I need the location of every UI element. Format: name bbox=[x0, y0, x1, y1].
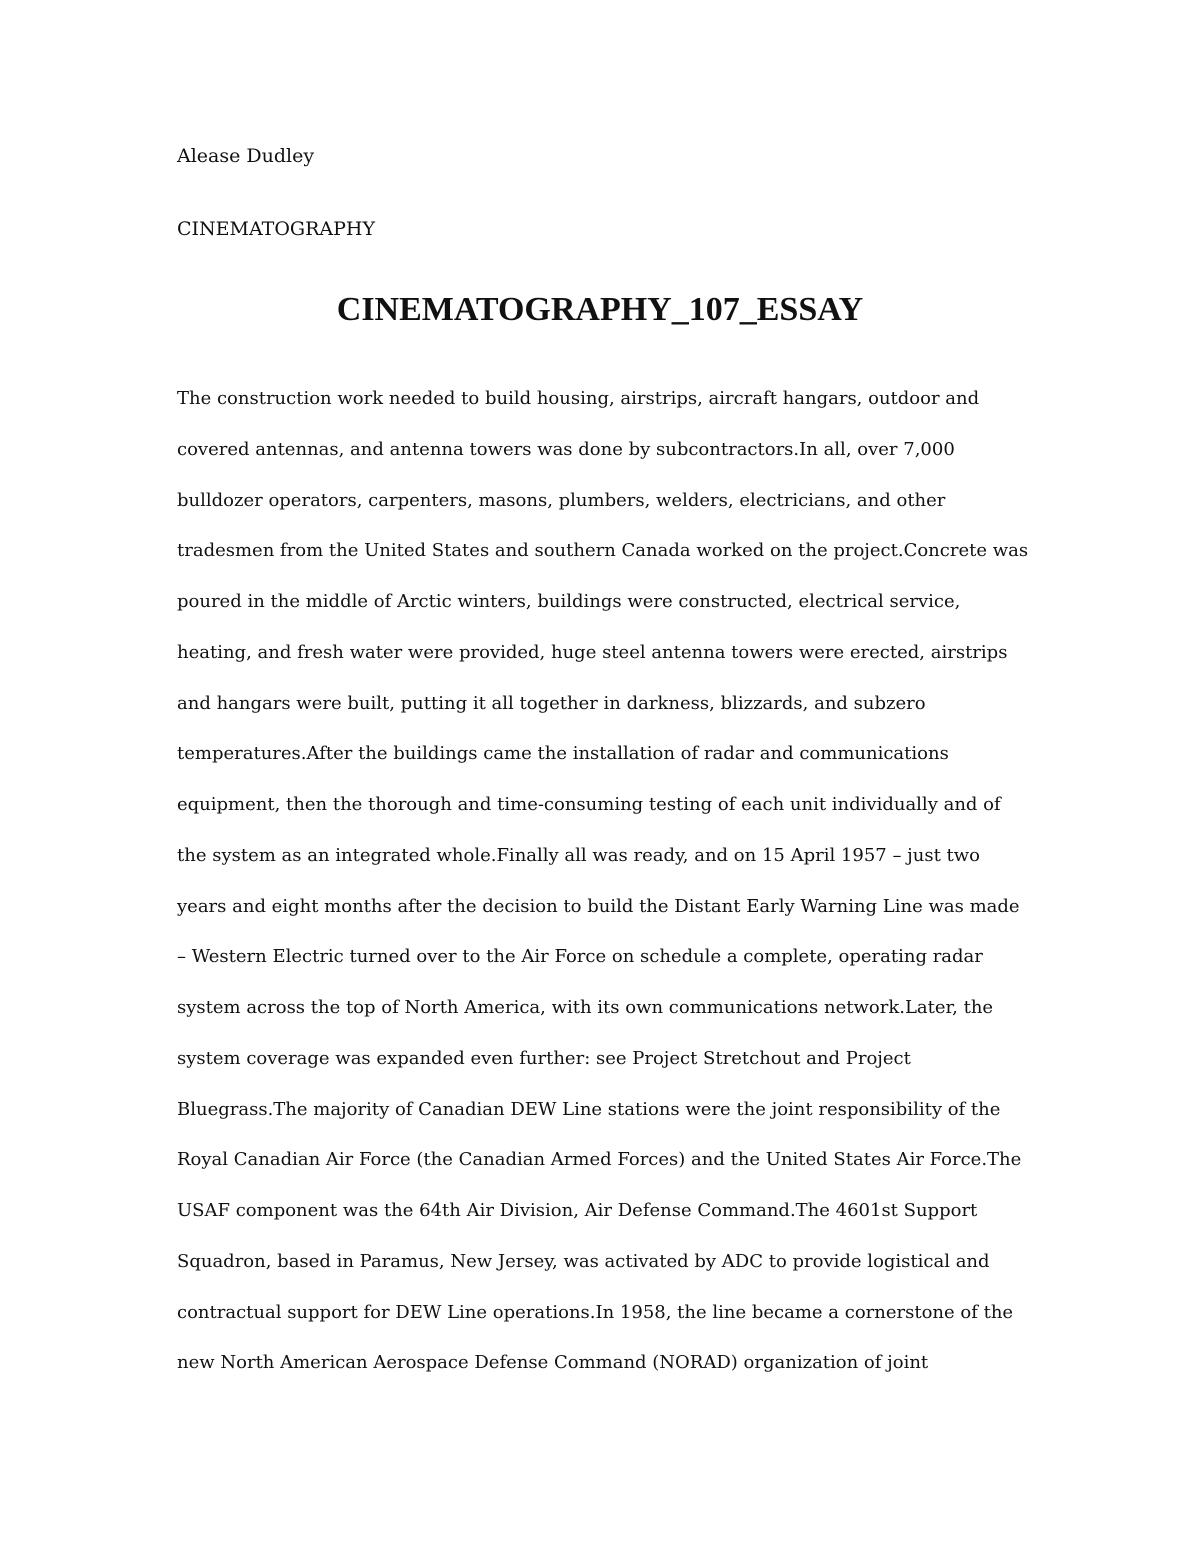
body-line: tradesmen from the United States and southern Canada worked on the project.Concrete was bbox=[177, 540, 1029, 562]
body-line: new North American Aerospace Defense Command (NORAD) organization of joint bbox=[177, 1352, 929, 1374]
essay-title: CINEMATOGRAPHY_107_ESSAY bbox=[336, 291, 864, 328]
author-name: Alease Dudley bbox=[177, 145, 315, 167]
body-line: USAF component was the 64th Air Division, Air Defense Command.The 4601st Support bbox=[177, 1200, 978, 1221]
body-line: Squadron, based in Paramus, New Jersey, was activated by ADC to provide logistical and bbox=[177, 1250, 990, 1272]
body-line: bulldozer operators, carpenters, masons, plumbers, welders, electricians, and other bbox=[177, 489, 946, 511]
body-line: The construction work needed to build housing, airstrips, aircraft hangars, outdoor and bbox=[177, 388, 980, 409]
body-line: – Western Electric turned over to the Air Force on schedule a complete, operating radar bbox=[177, 946, 983, 968]
body-line: system across the top of North America, with its own communications network.Later, the bbox=[177, 997, 994, 1018]
body-line: Bluegrass.The majority of Canadian DEW Line stations were the joint responsibility of the bbox=[177, 1098, 1001, 1120]
body-line: system coverage was expanded even further: see Project Stretchout and Project bbox=[177, 1047, 911, 1069]
body-line: the system as an integrated whole.Finally all was ready, and on 15 April 1957 – just two bbox=[177, 844, 981, 866]
body-line: equipment, then the thorough and time-consuming testing of each unit individually and of bbox=[177, 794, 1001, 815]
body-line: temperatures.After the buildings came the installation of radar and communications bbox=[177, 743, 949, 765]
course-name: CINEMATOGRAPHY bbox=[177, 218, 376, 240]
body-line: covered antennas, and antenna towers was done by subcontractors.In all, over 7,000 bbox=[177, 438, 955, 460]
body-line: poured in the middle of Arctic winters, buildings were constructed, electrical service, bbox=[177, 591, 961, 612]
body-line: contractual support for DEW Line operations.In 1958, the line became a cornerstone of the bbox=[177, 1301, 1014, 1323]
essay-body bbox=[177, 386, 1057, 1401]
body-line: heating, and fresh water were provided, huge steel antenna towers were erected, airstrips bbox=[177, 641, 1008, 663]
body-line: years and eight months after the decision to build the Distant Early Warning Line was made bbox=[177, 895, 1020, 917]
body-line: and hangars were built, putting it all together in darkness, blizzards, and subzero bbox=[177, 692, 926, 714]
body-line: Royal Canadian Air Force (the Canadian Armed Forces) and the United States Air Force.The bbox=[177, 1149, 1022, 1171]
